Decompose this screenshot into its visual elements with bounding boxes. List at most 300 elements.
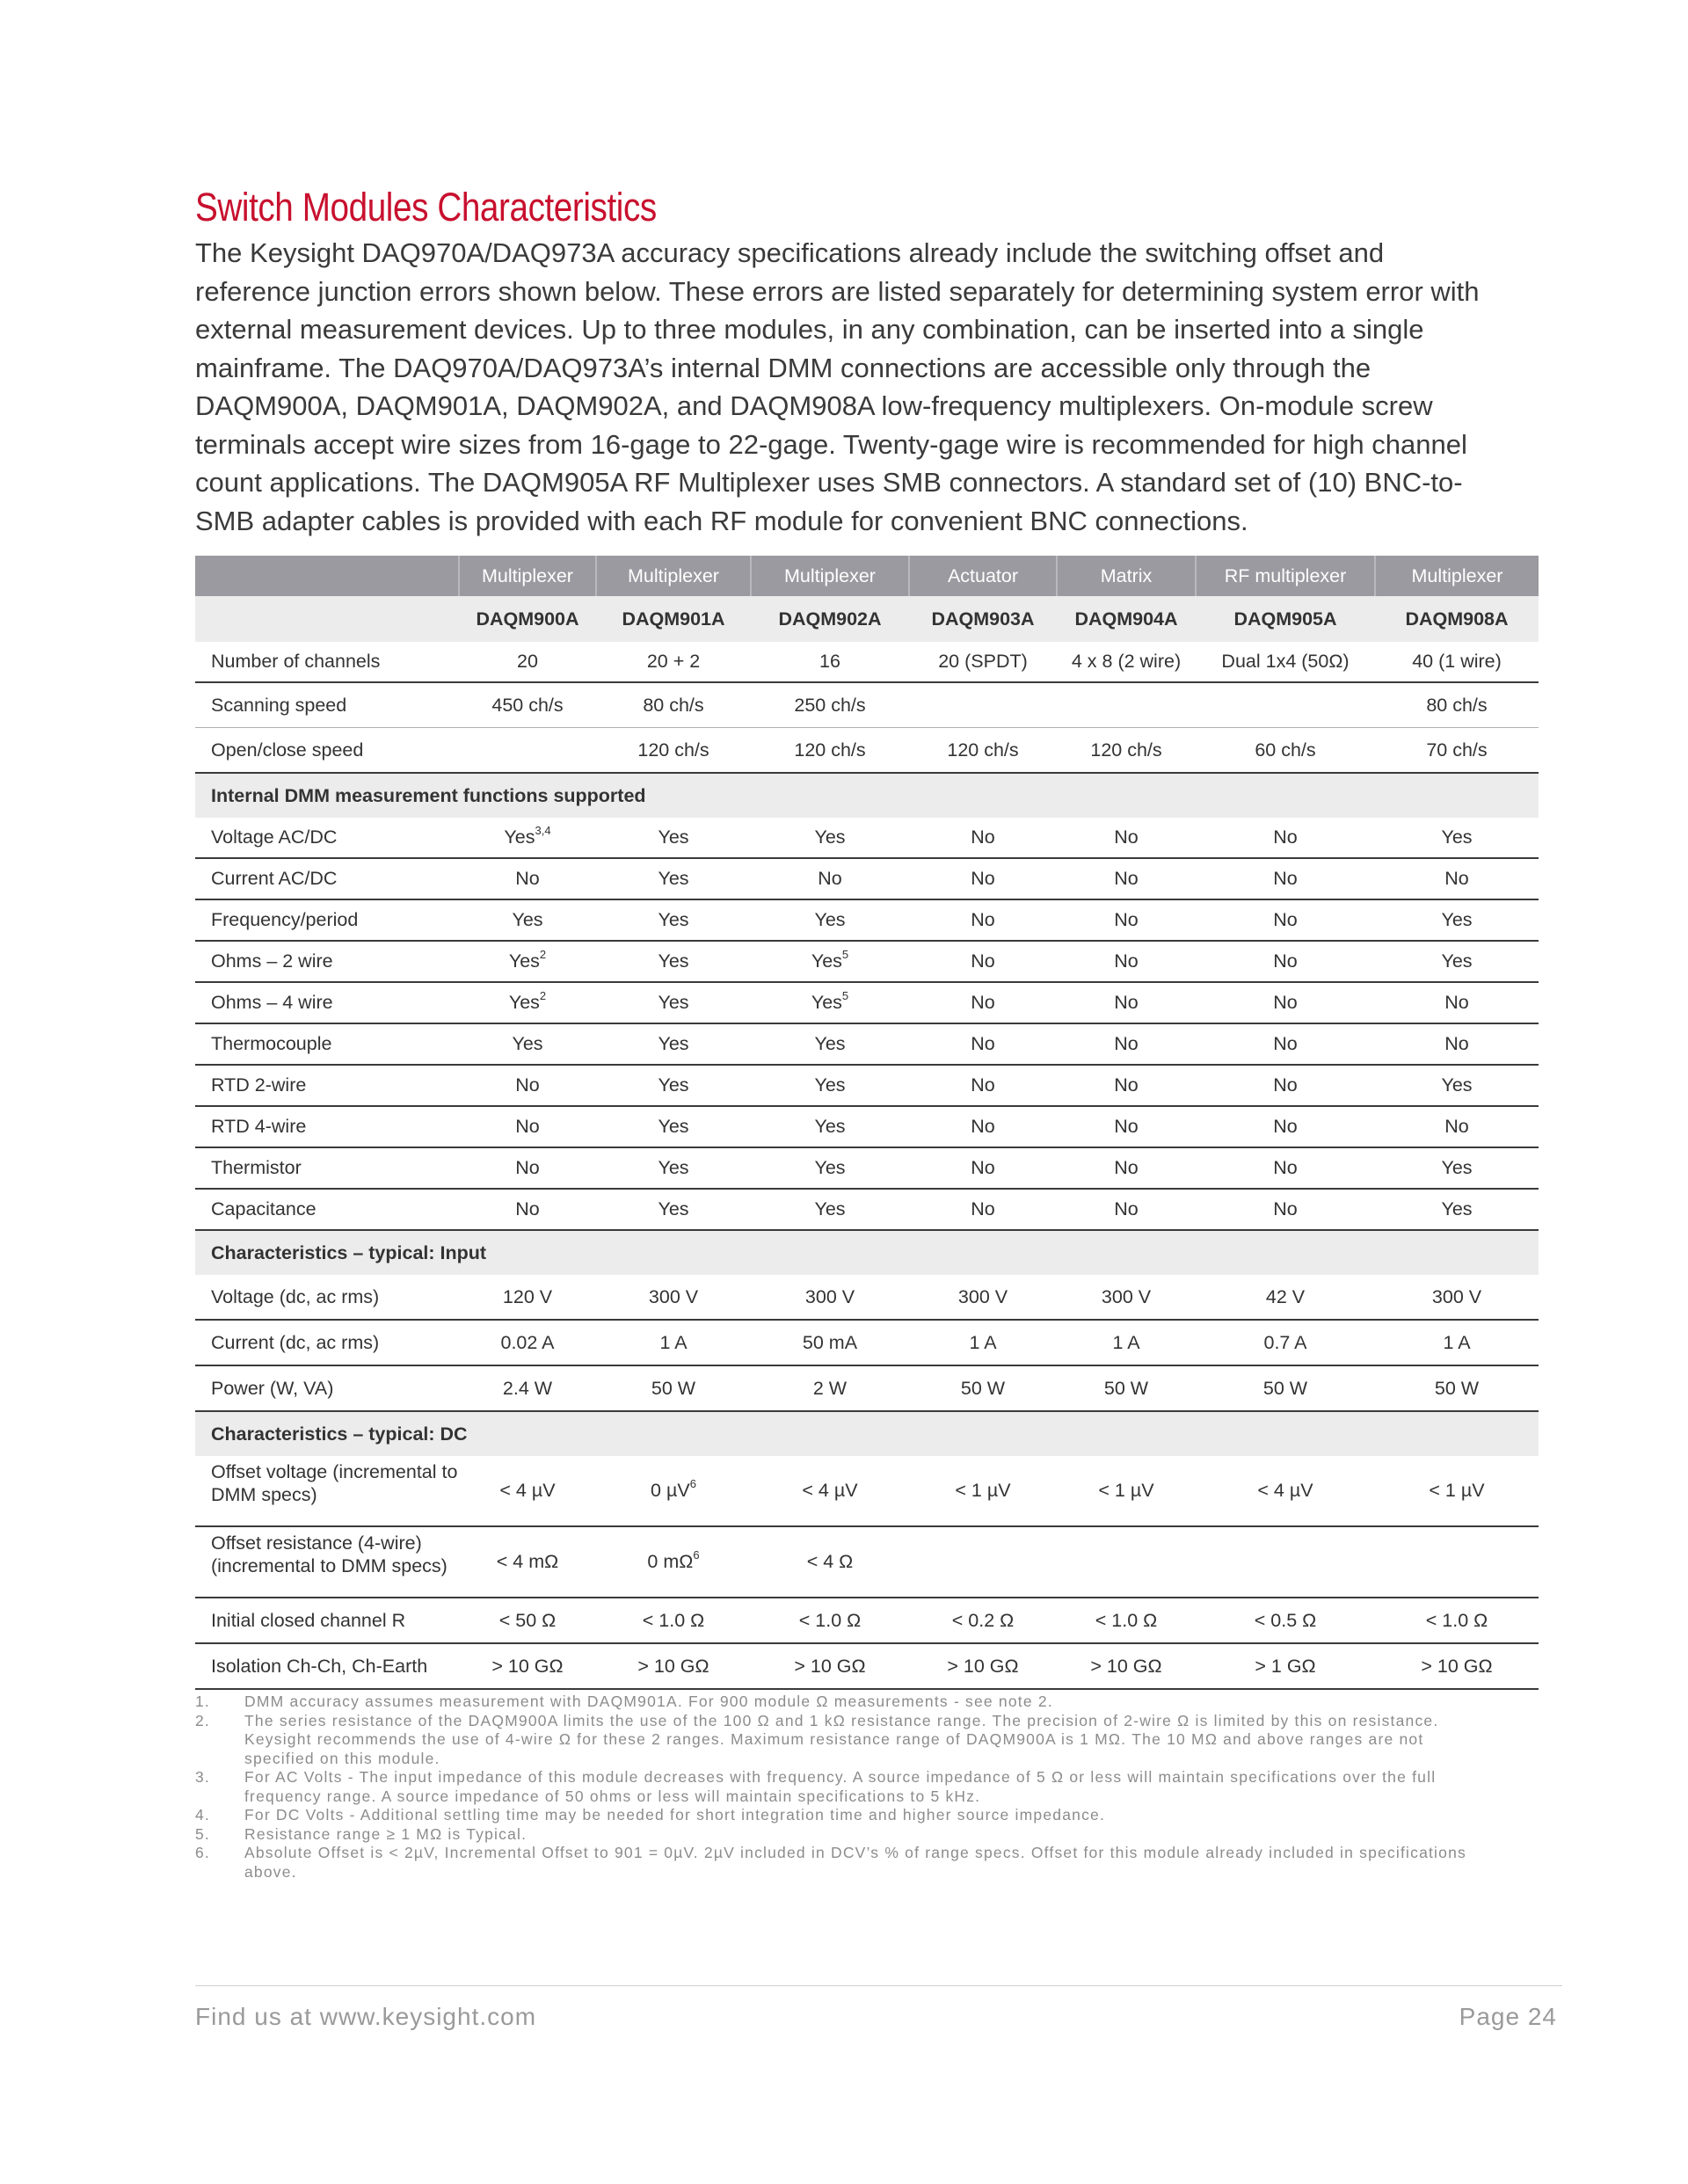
value-cell: 300 V [1057, 1275, 1196, 1320]
footnote-ref: 2 [539, 948, 547, 961]
dmm-row [195, 982, 1539, 1023]
value-cell [909, 858, 1057, 899]
value-cell [1057, 818, 1196, 858]
value-text: No [1114, 868, 1139, 889]
general-row [195, 682, 1539, 728]
value-text: Yes [658, 909, 689, 930]
value-text: < 4 mΩ [496, 1551, 559, 1572]
value-cell: 120 ch/s [909, 728, 1057, 774]
value-text: > 10 GΩ [1090, 1655, 1162, 1677]
value-text: No [1273, 826, 1298, 848]
value-text: No [1444, 992, 1469, 1013]
value-cell [459, 1065, 596, 1106]
dmm-row [195, 818, 1539, 858]
footnote-text: For AC Volts - The input impedance of this module decreases with frequency. A source impedance of 5 Ω or less will maintain specifications over the full frequency range. A source impedance of 50 ohms or less will maintain specifications to 5 kHz. [244, 1768, 1437, 1805]
value-cell [459, 1147, 596, 1189]
value-cell [909, 1643, 1057, 1689]
value-cell: 300 V [751, 1275, 909, 1320]
value-text: No [515, 1198, 540, 1219]
module-type-header: Multiplexer [459, 556, 596, 596]
dmm-row [195, 1147, 1539, 1189]
value-text: 0 mΩ [647, 1551, 694, 1572]
value-cell: 80 ch/s [596, 682, 751, 728]
value-cell [596, 818, 751, 858]
value-cell [909, 1598, 1057, 1643]
row-label: Current (dc, ac rms) [195, 1320, 459, 1365]
row-label: Power (W, VA) [195, 1365, 459, 1411]
value-text: > 10 GΩ [794, 1655, 866, 1677]
value-text: No [1114, 826, 1139, 848]
value-text: < 1.0 Ω [798, 1609, 862, 1631]
footnote [195, 1712, 1479, 1769]
value-text: No [971, 909, 995, 930]
dmm-row [195, 1023, 1539, 1065]
value-text: Yes [811, 992, 842, 1013]
value-cell: 0.7 A [1196, 1320, 1375, 1365]
dmm-row [195, 1106, 1539, 1147]
row-label: Current AC/DC [195, 858, 459, 899]
module-type-row [195, 556, 1539, 596]
value-text: < 1.0 Ω [1095, 1609, 1158, 1631]
value-cell [596, 1189, 751, 1230]
footnote-text: Resistance range ≥ 1 MΩ is Typical. [244, 1824, 528, 1843]
model-header: DAQM901A [596, 596, 751, 642]
value-text: No [1114, 950, 1139, 972]
dmm-row [195, 899, 1539, 941]
model-header: DAQM908A [1375, 596, 1539, 642]
value-cell [459, 1106, 596, 1147]
footnote-ref: 6 [693, 1548, 700, 1562]
footnote-ref: 5 [841, 989, 849, 1002]
value-cell [596, 1065, 751, 1106]
value-cell: 300 V [596, 1275, 751, 1320]
value-text: No [515, 868, 540, 889]
footnote-text: Absolute Offset is < 2µV, Incremental Offset to 901 = 0µV. 2µV included in DCV’s % of range specs. Offset for this module already included in specifications above. [244, 1844, 1466, 1881]
value-cell: 1 A [909, 1320, 1057, 1365]
value-cell: 0.02 A [459, 1320, 596, 1365]
value-text: No [1273, 992, 1298, 1013]
value-text: Yes [658, 1116, 689, 1137]
footnote-number: 1. [195, 1693, 210, 1710]
value-cell [1375, 1526, 1539, 1598]
value-text: No [1114, 1116, 1139, 1137]
value-cell [751, 1598, 909, 1643]
value-text: < 50 Ω [498, 1609, 557, 1631]
dmm-row [195, 1189, 1539, 1230]
value-cell [596, 858, 751, 899]
value-text: Yes [1441, 950, 1473, 972]
value-cell [1196, 1526, 1375, 1598]
value-text: 0 µV [651, 1480, 690, 1501]
value-cell: 50 W [1057, 1365, 1196, 1411]
value-cell [751, 858, 909, 899]
value-cell: 120 ch/s [751, 728, 909, 774]
module-type-header: Matrix [1057, 556, 1196, 596]
value-text: Yes [1441, 826, 1473, 848]
footnote-number: 3. [195, 1768, 210, 1786]
value-text: No [971, 868, 995, 889]
value-text: Yes [1441, 909, 1473, 930]
value-cell [596, 1526, 751, 1598]
row-label: Voltage AC/DC [195, 818, 459, 858]
value-text: > 10 GΩ [1421, 1655, 1493, 1677]
value-cell: 50 mA [751, 1320, 909, 1365]
value-text: No [1273, 1198, 1298, 1219]
value-cell: 120 ch/s [1057, 728, 1196, 774]
value-cell [1196, 1147, 1375, 1189]
value-cell [1196, 682, 1375, 728]
value-text: Yes [814, 826, 846, 848]
value-text: Yes [658, 826, 689, 848]
page-number: Page 24 [1459, 2003, 1557, 2030]
corner-cell [195, 556, 459, 596]
footnote-ref: 6 [689, 1477, 696, 1490]
module-type-header: Multiplexer [1375, 556, 1539, 596]
value-cell [596, 941, 751, 982]
value-cell [909, 1147, 1057, 1189]
page-title: Switch Modules Characteristics [195, 185, 657, 229]
value-text: No [818, 868, 842, 889]
dc-row [195, 1598, 1539, 1643]
row-label-text: Offset resistance (4-wire) (incremental to DMM specs) [211, 1532, 447, 1576]
value-cell [751, 818, 909, 858]
row-label [195, 1526, 459, 1598]
value-text: Yes [814, 1198, 846, 1219]
value-cell: 50 W [596, 1365, 751, 1411]
model-row [195, 596, 1539, 642]
value-cell [1196, 818, 1375, 858]
row-label [195, 1456, 459, 1526]
dmm-row [195, 1065, 1539, 1106]
value-cell: 450 ch/s [459, 682, 596, 728]
value-cell: 50 W [1196, 1365, 1375, 1411]
value-cell [1057, 1643, 1196, 1689]
value-text: Yes [508, 992, 540, 1013]
value-cell [459, 941, 596, 982]
value-cell [1196, 899, 1375, 941]
value-cell: 300 V [909, 1275, 1057, 1320]
value-cell [596, 982, 751, 1023]
model-header: DAQM904A [1057, 596, 1196, 642]
footnote [195, 1693, 1479, 1712]
value-text: No [1273, 1157, 1298, 1178]
section-title: Internal DMM measurement functions supported [195, 773, 1539, 818]
value-cell: 80 ch/s [1375, 682, 1539, 728]
value-cell [1057, 1147, 1196, 1189]
footnote [195, 1825, 1479, 1845]
value-cell: 20 [459, 642, 596, 682]
value-text: No [1114, 1198, 1139, 1219]
value-cell [1196, 1023, 1375, 1065]
value-cell: 1 A [1057, 1320, 1196, 1365]
value-cell [1196, 941, 1375, 982]
footnote-ref: 3,4 [535, 824, 551, 837]
row-label-text: Offset voltage (incremental to DMM specs) [211, 1460, 458, 1505]
model-header: DAQM900A [459, 596, 596, 642]
value-cell [751, 1023, 909, 1065]
module-type-header: RF multiplexer [1196, 556, 1375, 596]
value-cell [1057, 899, 1196, 941]
row-label: Voltage (dc, ac rms) [195, 1275, 459, 1320]
spec-table-body [195, 642, 1539, 1689]
value-cell [459, 1456, 596, 1526]
value-cell: 60 ch/s [1196, 728, 1375, 774]
value-cell [1196, 1065, 1375, 1106]
value-text: No [1114, 1074, 1139, 1096]
value-text: Yes [658, 1033, 689, 1054]
value-text: Yes [814, 909, 846, 930]
footer-website: Find us at www.keysight.com [195, 2003, 537, 2030]
dmm-row [195, 941, 1539, 982]
footnote-number: 4. [195, 1806, 210, 1824]
value-text: No [971, 992, 995, 1013]
value-text: Yes [1441, 1198, 1473, 1219]
value-cell: 16 [751, 642, 909, 682]
value-cell: 4 x 8 (2 wire) [1057, 642, 1196, 682]
value-cell [909, 899, 1057, 941]
value-text: Yes [814, 1116, 846, 1137]
footnotes [195, 1693, 1479, 1882]
value-cell [1375, 1147, 1539, 1189]
value-cell [459, 728, 596, 774]
footnote-text: For DC Volts - Additional settling time may be needed for short integration time and higher source impedance. [244, 1806, 1106, 1824]
value-cell [596, 1456, 751, 1526]
general-row [195, 642, 1539, 682]
value-cell: 250 ch/s [751, 682, 909, 728]
value-cell: 40 (1 wire) [1375, 642, 1539, 682]
value-cell [596, 1023, 751, 1065]
value-cell [1375, 1065, 1539, 1106]
value-cell [909, 1456, 1057, 1526]
value-text: No [971, 826, 995, 848]
value-cell [596, 1106, 751, 1147]
value-cell [596, 1598, 751, 1643]
footnote-number: 5. [195, 1824, 210, 1843]
value-cell [751, 982, 909, 1023]
footnote-ref: 5 [841, 948, 849, 961]
value-cell [909, 941, 1057, 982]
input-row [195, 1275, 1539, 1320]
row-label: Thermocouple [195, 1023, 459, 1065]
value-cell [1375, 818, 1539, 858]
footnote-number: 2. [195, 1711, 210, 1729]
value-cell [1057, 941, 1196, 982]
value-cell [1375, 1598, 1539, 1643]
value-text: < 4 µV [1257, 1480, 1313, 1501]
value-cell [1375, 899, 1539, 941]
value-cell [596, 1147, 751, 1189]
value-cell [459, 1598, 596, 1643]
value-cell [1375, 1456, 1539, 1526]
dc-row [195, 1456, 1539, 1526]
value-cell [1057, 858, 1196, 899]
value-cell [1196, 1643, 1375, 1689]
value-cell [909, 1106, 1057, 1147]
value-cell [459, 982, 596, 1023]
value-cell [459, 858, 596, 899]
value-text: < 4 µV [499, 1480, 556, 1501]
row-label: Ohms – 4 wire [195, 982, 459, 1023]
value-cell [1196, 1106, 1375, 1147]
value-text: < 0.2 Ω [951, 1609, 1015, 1631]
value-text: Yes [658, 1074, 689, 1096]
row-label: Ohms – 2 wire [195, 941, 459, 982]
value-cell [1375, 941, 1539, 982]
row-label: Number of channels [195, 642, 459, 682]
value-text: No [971, 1157, 995, 1178]
value-cell [751, 1526, 909, 1598]
value-text: Yes [658, 1198, 689, 1219]
value-cell [1057, 982, 1196, 1023]
value-text: > 1 GΩ [1255, 1655, 1316, 1677]
input-row [195, 1365, 1539, 1411]
value-text: Yes [658, 868, 689, 889]
value-cell [459, 1023, 596, 1065]
value-cell [751, 1643, 909, 1689]
row-label: Scanning speed [195, 682, 459, 728]
value-text: Yes [814, 1074, 846, 1096]
value-cell: 300 V [1375, 1275, 1539, 1320]
value-cell [459, 1526, 596, 1598]
value-text: < 0.5 Ω [1254, 1609, 1317, 1631]
value-cell [909, 1189, 1057, 1230]
value-cell: 20 + 2 [596, 642, 751, 682]
value-text: Yes [658, 1157, 689, 1178]
row-label: Isolation Ch-Ch, Ch-Earth [195, 1643, 459, 1689]
footnote-text: DMM accuracy assumes measurement with DAQM901A. For 900 module Ω measurements - see note 2. [244, 1693, 1053, 1710]
value-cell [751, 1065, 909, 1106]
value-cell [751, 1106, 909, 1147]
value-text: No [1273, 1074, 1298, 1096]
dmm-row [195, 858, 1539, 899]
module-type-header: Multiplexer [751, 556, 909, 596]
value-cell [909, 982, 1057, 1023]
dc-row [195, 1643, 1539, 1689]
value-cell [909, 1065, 1057, 1106]
value-cell [1375, 1023, 1539, 1065]
value-cell [459, 818, 596, 858]
value-cell: 20 (SPDT) [909, 642, 1057, 682]
model-header: DAQM905A [1196, 596, 1375, 642]
value-cell [751, 941, 909, 982]
value-text: No [1114, 909, 1139, 930]
footnote [195, 1806, 1479, 1825]
value-cell [1057, 1456, 1196, 1526]
value-cell: 50 W [909, 1365, 1057, 1411]
dmm-section-row [195, 773, 1539, 818]
row-label: RTD 2-wire [195, 1065, 459, 1106]
footnote-text: The series resistance of the DAQM900A limits the use of the 100 Ω and 1 kΩ resistance range. The precision of 2-wire Ω is limited by this on resistance. Keysight recommends the use of 4-wire Ω for these 2 ranges. Maximum resistance range of DAQM900A is 1 MΩ. The 10 MΩ and above ranges are not specified on this module. [244, 1711, 1439, 1767]
value-text: No [971, 1033, 995, 1054]
value-text: Yes [814, 1157, 846, 1178]
value-cell [596, 899, 751, 941]
value-text: Yes [658, 950, 689, 972]
value-text: No [1444, 1116, 1469, 1137]
value-text: No [1444, 868, 1469, 889]
value-cell [1057, 1065, 1196, 1106]
row-label: Initial closed channel R [195, 1598, 459, 1643]
section-title: Characteristics – typical: Input [195, 1230, 1539, 1275]
module-type-header: Actuator [909, 556, 1057, 596]
dc-row [195, 1526, 1539, 1598]
value-cell: 1 A [596, 1320, 751, 1365]
value-text: No [515, 1074, 540, 1096]
value-text: Yes [811, 950, 842, 972]
value-text: Yes [512, 1033, 543, 1054]
value-cell [1057, 1598, 1196, 1643]
value-text: < 4 µV [802, 1480, 858, 1501]
value-text: > 10 GΩ [491, 1655, 564, 1677]
value-cell: 120 V [459, 1275, 596, 1320]
value-text: < 1 µV [1098, 1480, 1154, 1501]
value-cell [1057, 1023, 1196, 1065]
value-text: No [1273, 909, 1298, 930]
intro-paragraph: The Keysight DAQ970A/DAQ973A accuracy specifications already include the switching offset and reference junction errors shown below. These errors are listed separately for determining system error with external measurement devices. Up to three modules, in any combination, can be inserted into a single mainframe. The DAQ970A/DAQ973A’s internal DMM connections are accessible only through the DAQM900A, DAQM901A, DAQM902A, and DAQM908A low-frequency multiplexers. On-module screw terminals accept wire sizes from 16-gage to 22-gage. Twenty-gage wire is recommended for high channel count applications. The DAQM905A RF Multiplexer uses SMB connectors. A standard set of (10) BNC-to-SMB adapter cables is provided with each RF module for convenient BNC connections. [195, 237, 1480, 536]
value-text: No [1114, 1033, 1139, 1054]
row-label: RTD 4-wire [195, 1106, 459, 1147]
value-text: Yes [1441, 1074, 1473, 1096]
value-cell [1375, 982, 1539, 1023]
value-text: < 1 µV [955, 1480, 1011, 1501]
value-text: Yes [512, 909, 543, 930]
value-text: No [971, 950, 995, 972]
model-header: DAQM902A [751, 596, 909, 642]
value-cell [751, 899, 909, 941]
value-text: < 1.0 Ω [1425, 1609, 1488, 1631]
value-cell [909, 682, 1057, 728]
value-cell [459, 899, 596, 941]
value-text: > 10 GΩ [637, 1655, 709, 1677]
footnote [195, 1768, 1479, 1806]
value-cell [751, 1456, 909, 1526]
footnote-ref: 2 [539, 989, 547, 1002]
value-cell: Dual 1x4 (50Ω) [1196, 642, 1375, 682]
corner-cell [195, 596, 459, 642]
model-header: DAQM903A [909, 596, 1057, 642]
value-text: Yes [658, 992, 689, 1013]
value-cell: 120 ch/s [596, 728, 751, 774]
value-text: No [515, 1157, 540, 1178]
value-cell [1375, 858, 1539, 899]
value-cell [1196, 1598, 1375, 1643]
value-text: No [1273, 950, 1298, 972]
footer-divider [195, 1985, 1562, 1986]
value-cell [909, 1526, 1057, 1598]
value-text: No [515, 1116, 540, 1137]
value-text: No [971, 1116, 995, 1137]
row-label: Capacitance [195, 1189, 459, 1230]
footnote-number: 6. [195, 1844, 210, 1861]
value-cell [1196, 1456, 1375, 1526]
value-cell [909, 1023, 1057, 1065]
row-label: Frequency/period [195, 899, 459, 941]
value-cell [1375, 1189, 1539, 1230]
value-text: No [1114, 992, 1139, 1013]
value-cell [1057, 1106, 1196, 1147]
value-cell [1196, 1189, 1375, 1230]
value-text: No [1114, 1157, 1139, 1178]
row-label: Thermistor [195, 1147, 459, 1189]
value-cell [459, 1189, 596, 1230]
value-text: No [1273, 1116, 1298, 1137]
row-label: Open/close speed [195, 728, 459, 774]
value-text: < 4 Ω [806, 1551, 854, 1572]
value-cell [1196, 858, 1375, 899]
value-text: < 1.0 Ω [642, 1609, 705, 1631]
general-row [195, 728, 1539, 774]
value-cell: 2 W [751, 1365, 909, 1411]
dc-section-row [195, 1411, 1539, 1456]
